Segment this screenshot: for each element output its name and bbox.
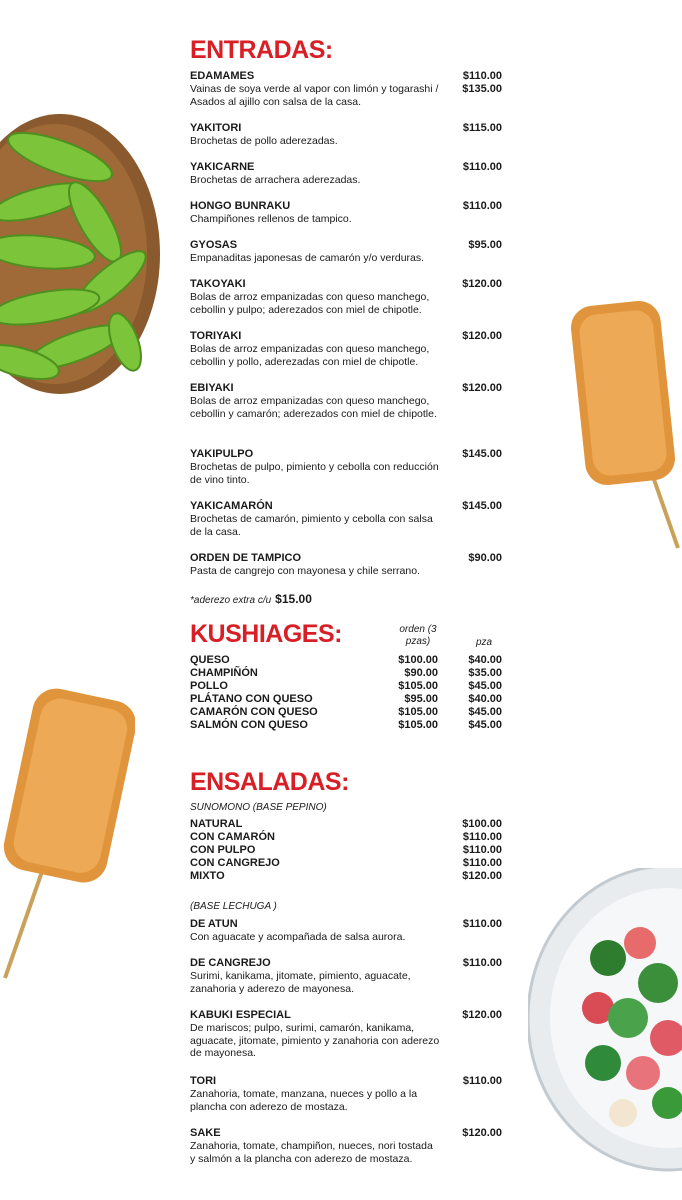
menu-item [190,382,502,420]
menu-item [190,122,502,148]
item-price: $120.00 [462,1009,502,1021]
row-price-orden: $90.00 [404,667,438,679]
edamame-bowl-image [0,112,165,397]
row-name: CHAMPIÑÓN [190,667,258,679]
list-item [190,818,502,831]
item-name: GYOSAS [190,239,238,251]
item-name: CON CAMARÓN [190,831,275,843]
item-price: $110.00 [462,844,502,856]
row-name: QUESO [190,654,230,666]
item-price: $110.00 [462,918,502,930]
item-price: $145.00 [462,500,502,512]
row-price-orden: $95.00 [404,693,438,705]
item-name: YAKICARNE [190,161,255,173]
menu-item [190,957,502,995]
item-description: Empanaditas japonesas de camarón y/o verduras. [190,252,425,264]
item-name: YAKIPULPO [190,448,254,460]
item-price: $110.00 [462,831,502,843]
item-price: $145.00 [462,448,502,460]
item-description: Pasta de cangrejo con mayonesa y chile serrano. [190,565,420,577]
table-row [190,680,502,693]
item-description: Brochetas de pulpo, pimiento y cebolla con reducción de vino tinto. [190,461,439,486]
subheading-sunomono: SUNOMONO (BASE PEPINO) [190,802,327,813]
item-price: $110.00 [462,200,502,212]
subheading-base-lechuga: (BASE LECHUGA ) [190,901,277,912]
item-name: EBIYAKI [190,382,234,394]
menu-item [190,918,502,944]
item-description: Zanahoria, tomate, champiñon, nueces, nori tostada y salmón a la plancha con aderezo de mostaza. [190,1140,433,1165]
item-description: Vainas de soya verde al vapor con limón y togarashi / Asados al ajillo con salsa de la casa. [190,83,439,108]
item-description: Bolas de arroz empanizadas con queso manchego, cebollin y pollo, aderezadas con miel de chipotle. [190,343,430,368]
note-text: *aderezo extra c/u [190,595,272,606]
row-price-pza: $40.00 [468,654,502,666]
item-name: SAKE [190,1127,221,1139]
item-name: TORIYAKI [190,330,242,342]
table-row [190,706,502,719]
salad-bowl-image [528,868,682,1173]
table-row [190,693,502,706]
item-price: $120.00 [462,870,502,882]
item-name: CON PULPO [190,844,256,856]
item-name: YAKITORI [190,122,242,134]
row-name: POLLO [190,680,228,692]
list-item [190,857,502,870]
row-price-pza: $40.00 [468,693,502,705]
item-price: $90.00 [468,552,502,564]
list-item [190,844,502,857]
item-name: EDAMAMES [190,70,255,82]
kushiage-skewer-image [0,688,135,983]
item-price: $120.00 [462,1127,502,1139]
row-price-orden: $105.00 [398,706,438,718]
menu-item [190,1009,502,1060]
item-description: Brochetas de pollo aderezadas. [190,135,338,147]
menu-item [190,200,502,226]
item-name: DE CANGREJO [190,957,271,969]
row-price-pza: $45.00 [468,706,502,718]
column-header-pza: pza [475,637,493,648]
item-description: Surimi, kanikama, jitomate, pimiento, aguacate, zanahoria y aderezo de mayonesa. [190,970,411,995]
extra-dressing-note [190,592,312,606]
menu-item [190,448,502,486]
table-row [190,654,502,667]
menu-item [190,161,502,187]
menu-item [190,1075,502,1113]
item-price: $120.00 [462,278,502,290]
menu-item [190,239,502,265]
item-price: $100.00 [462,818,502,830]
row-price-pza: $35.00 [468,667,502,679]
menu-item [190,278,502,316]
section-title-entradas: ENTRADAS: [190,36,333,64]
list-item [190,870,502,883]
row-price-orden: $105.00 [398,680,438,692]
item-name: CON CANGREJO [190,857,280,869]
note-price: $15.00 [275,592,312,606]
item-name: ORDEN DE TAMPICO [190,552,302,564]
item-price: $120.00 [462,382,502,394]
row-price-pza: $45.00 [468,680,502,692]
item-name: DE ATUN [190,918,238,930]
row-price-orden: $100.00 [398,654,438,666]
menu-item [190,330,502,368]
item-price: $120.00 [462,330,502,342]
item-price: $95.00 [468,239,502,251]
row-price-orden: $105.00 [398,719,438,731]
item-price: $110.00 [462,1075,502,1087]
item-price: $110.00 [462,161,502,173]
section-title-ensaladas: ENSALADAS: [190,768,349,796]
menu-item [190,1127,502,1165]
menu-item [190,552,502,578]
row-price-pza: $45.00 [468,719,502,731]
item-name: MIXTO [190,870,225,882]
column-header-orden: orden (3 pzas) [399,624,437,647]
item-name: TAKOYAKI [190,278,246,290]
kushiage-skewer-image [568,298,682,550]
row-name: CAMARÓN CON QUESO [190,706,318,718]
item-price: $110.00 $135.00 [462,70,502,95]
item-description: Champiñones rellenos de tampico. [190,213,352,225]
item-description: Brochetas de camarón, pimiento y cebolla con salsa de la casa. [190,513,433,538]
menu-item [190,70,502,108]
item-description: De mariscos; pulpo, surimi, camarón, kanikama, aguacate, jitomate, pimiento y zanahoria con aderezo de mayonesa. [190,1022,440,1059]
table-row [190,719,502,732]
item-description: Con aguacate y acompañada de salsa aurora. [190,931,406,943]
item-name: HONGO BUNRAKU [190,200,291,212]
item-name: TORI [190,1075,217,1087]
item-description: Brochetas de arrachera aderezadas. [190,174,361,186]
item-price: $110.00 [462,957,502,969]
list-item [190,831,502,844]
kushiages-table [190,654,502,732]
item-name: KABUKI ESPECIAL [190,1009,291,1021]
menu-item [190,500,502,538]
table-row [190,667,502,680]
section-title-kushiages: KUSHIAGES: [190,620,342,648]
item-description: Bolas de arroz empanizadas con queso manchego, cebollin y camarón; aderezados con miel de chipotle. [190,395,437,420]
item-name: NATURAL [190,818,243,830]
item-price: $110.00 [462,857,502,869]
row-name: PLÁTANO CON QUESO [190,693,313,705]
item-name: YAKICAMARÓN [190,500,273,512]
item-description: Bolas de arroz empanizadas con queso manchego, cebollin y pulpo; aderezados con miel de chipotle. [190,291,430,316]
item-price: $115.00 [462,122,502,134]
row-name: SALMÓN CON QUESO [190,719,308,731]
sunomono-list [190,818,502,883]
item-description: Zanahoria, tomate, manzana, nueces y pollo a la plancha con aderezo de mostaza. [190,1088,418,1113]
